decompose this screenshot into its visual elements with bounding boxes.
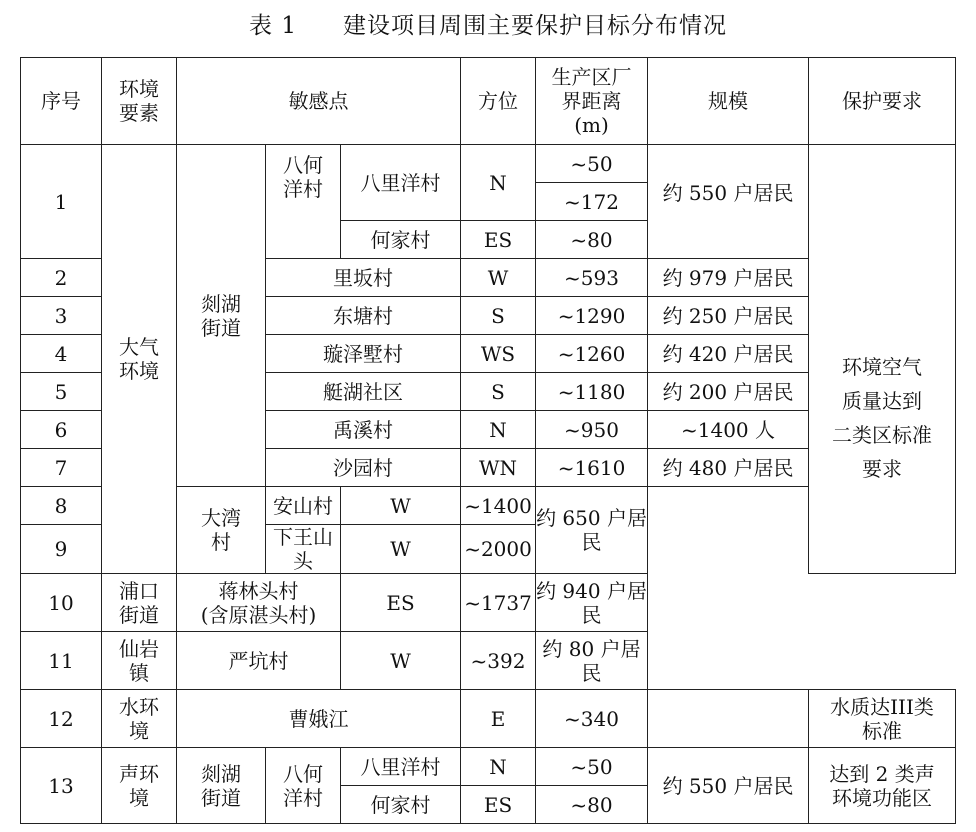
cell-text: 约 200 户居民: [662, 379, 794, 404]
cell-seq: [21, 373, 102, 411]
cell-text: ~1610: [557, 455, 626, 480]
cell-text: 洋村: [283, 785, 323, 810]
cell-text: 境: [129, 785, 149, 810]
cell-distance: [461, 632, 536, 690]
cell-seq: [21, 748, 102, 824]
cell-distance: [536, 690, 648, 748]
cell-text: W: [390, 537, 411, 561]
cell-name: [177, 690, 461, 748]
cell-text: E: [490, 706, 506, 731]
cell-name: [266, 297, 461, 335]
cell-name: [341, 748, 461, 786]
cell-scale: [536, 574, 648, 632]
cell-text: 保护要求: [842, 89, 923, 113]
cell-text: 约 550 户居民: [662, 773, 794, 798]
cell-text: 下王山头: [273, 525, 333, 573]
cell-direction: [461, 297, 536, 335]
cell-text: ~1400: [464, 493, 532, 518]
cell-text: ~50: [570, 754, 613, 779]
cell-text: 序号: [41, 89, 81, 113]
cell-seq: [21, 632, 102, 690]
cell-text: 环境功能区: [832, 785, 933, 810]
cell-text: 7: [54, 455, 68, 480]
cell-distance: [536, 748, 648, 786]
cell-text: 约 940 户居民: [536, 578, 647, 627]
cell-element-noise: [102, 748, 177, 824]
cell-text: 境: [129, 718, 149, 743]
cell-text: 约 80 户居民: [542, 636, 641, 685]
cell-text: 约 979 户居民: [662, 265, 794, 290]
cell-distance: [536, 221, 648, 259]
cell-village-baheyang-2: [266, 748, 341, 824]
cell-text: 剡湖: [201, 761, 241, 786]
cell-scale: [536, 632, 648, 690]
cell-text: 曹娥江: [288, 706, 349, 731]
cell-direction: [461, 373, 536, 411]
cell-text: ~50: [570, 151, 613, 176]
cell-text: 质量达到: [842, 389, 923, 413]
cell-text: 严坑村: [228, 648, 289, 673]
cell-text: 环境空气: [842, 355, 923, 379]
cell-name: [266, 449, 461, 487]
cell-distance: [536, 411, 648, 449]
cell-name: [341, 145, 461, 221]
cell-direction: [461, 335, 536, 373]
cell-text: 13: [48, 773, 74, 798]
cell-seq: [21, 525, 102, 574]
cell-name: [341, 221, 461, 259]
cell-text: 街道: [201, 315, 241, 340]
cell-text: 蒋林头村: [218, 578, 299, 603]
cell-district-xianyan: [102, 632, 177, 690]
cell-name: [266, 525, 341, 574]
cell-distance: [536, 297, 648, 335]
cell-text: N: [489, 170, 507, 195]
cell-text: S: [491, 303, 505, 328]
cell-seq: [21, 574, 102, 632]
table-row: [21, 748, 956, 786]
cell-text: 环境: [119, 359, 159, 383]
cell-text: WS: [480, 341, 516, 366]
cell-text: ES: [483, 227, 513, 252]
cell-text: ~340: [564, 706, 619, 731]
cell-direction: [341, 487, 461, 525]
cell-text: 水质达III类: [830, 694, 934, 719]
cell-text: 10: [48, 590, 74, 615]
cell-text: 八何: [283, 761, 323, 786]
cell-protection-water: [809, 690, 956, 748]
cell-scale: [648, 297, 809, 335]
cell-text: 安山村: [273, 493, 333, 518]
cell-text: 约 650 户居民: [536, 506, 647, 554]
header-distance: [536, 58, 648, 145]
cell-text: W: [390, 648, 411, 673]
cell-text: 6: [54, 417, 68, 442]
cell-text: 八何: [283, 153, 323, 177]
cell-name: [266, 335, 461, 373]
cell-text: 声环: [119, 761, 159, 786]
cell-text: ~1400 人: [681, 417, 776, 442]
cell-text: 璇泽墅村: [323, 341, 403, 366]
cell-seq: [21, 335, 102, 373]
cell-district-shanhu-2: [177, 748, 266, 824]
cell-distance: [461, 487, 536, 525]
cell-scale: [648, 748, 809, 824]
table-number: 表 1: [249, 13, 297, 39]
cell-scale: [536, 487, 648, 574]
cell-name: [266, 259, 461, 297]
table-row: [21, 632, 956, 690]
cell-text: 2: [54, 265, 68, 290]
cell-text: 浦口: [119, 578, 159, 603]
cell-text: 标准: [862, 718, 903, 743]
cell-text: 水环: [119, 694, 159, 719]
cell-direction: [461, 748, 536, 786]
cell-text: ~1180: [557, 379, 626, 404]
cell-name: [177, 632, 341, 690]
cell-text: 方位: [478, 89, 519, 113]
cell-direction: [461, 221, 536, 259]
cell-text: 要素: [119, 101, 159, 125]
table-row: [21, 145, 956, 183]
header-seq: [21, 58, 102, 145]
cell-text: W: [487, 265, 509, 290]
cell-text: ~593: [564, 265, 619, 290]
cell-direction: [461, 145, 536, 221]
cell-distance: [536, 449, 648, 487]
cell-district-pukou: [102, 574, 177, 632]
cell-text: ~80: [570, 792, 613, 817]
cell-protection-air: [809, 145, 956, 574]
cell-text: 里坂村: [333, 265, 393, 290]
cell-text: (m): [574, 113, 609, 137]
cell-text: 9: [54, 537, 68, 561]
cell-text: 沙园村: [333, 455, 393, 480]
cell-scale: [648, 145, 809, 259]
cell-name: [266, 411, 461, 449]
cell-distance: [536, 183, 648, 221]
cell-text: 二类区标准: [832, 423, 933, 447]
cell-text: (含原湛头村): [200, 602, 317, 627]
cell-distance: [461, 574, 536, 632]
cell-distance: [461, 525, 536, 574]
cell-text: 八里洋村: [360, 170, 441, 195]
cell-text: 街道: [201, 785, 241, 810]
cell-text: S: [491, 379, 505, 404]
cell-text: 街道: [119, 602, 159, 627]
cell-direction: [341, 574, 461, 632]
cell-text: N: [489, 754, 507, 779]
cell-name: [266, 373, 461, 411]
cell-text: 镇: [129, 660, 149, 685]
cell-text: 艇湖社区: [323, 379, 403, 404]
cell-text: 要求: [862, 457, 903, 481]
cell-text: ES: [483, 792, 513, 817]
cell-text: 东塘村: [333, 303, 393, 328]
cell-text: 8: [54, 493, 68, 518]
cell-direction: [461, 411, 536, 449]
cell-scale: [648, 449, 809, 487]
cell-direction: [461, 786, 536, 824]
cell-text: 大湾: [201, 506, 241, 530]
table-caption: [0, 6, 976, 46]
cell-text: ES: [386, 590, 415, 615]
cell-text: 12: [48, 706, 74, 731]
cell-text: 4: [54, 341, 68, 366]
cell-seq: [21, 411, 102, 449]
cell-name: [177, 574, 341, 632]
protection-targets-table: [20, 57, 956, 824]
header-row: [21, 58, 956, 145]
cell-text: ~392: [470, 648, 526, 673]
cell-distance: [536, 373, 648, 411]
cell-district-shanhu: [177, 145, 266, 487]
cell-direction: [341, 525, 461, 574]
cell-name: [266, 487, 341, 525]
cell-text: 5: [54, 379, 68, 404]
cell-distance: [536, 259, 648, 297]
cell-text: 大气: [119, 335, 159, 359]
cell-text: W: [390, 493, 411, 518]
cell-scale: [648, 259, 809, 297]
cell-text: 何家村: [370, 792, 431, 817]
cell-scale: [648, 373, 809, 411]
cell-text: ~1737: [464, 590, 532, 615]
cell-text: 约 250 户居民: [662, 303, 794, 328]
header-scale: [648, 58, 809, 145]
header-direction: [461, 58, 536, 145]
cell-scale: [648, 335, 809, 373]
table-title: 建设项目周围主要保护目标分布情况: [342, 13, 727, 39]
cell-seq: [21, 145, 102, 259]
cell-text: 敏感点: [288, 89, 349, 113]
cell-text: 11: [48, 648, 74, 673]
cell-direction: [461, 259, 536, 297]
cell-text: ~950: [564, 417, 619, 442]
cell-element-water: [102, 690, 177, 748]
cell-name: [341, 786, 461, 824]
cell-text: ~1290: [557, 303, 626, 328]
cell-text: 何家村: [370, 227, 431, 252]
cell-text: WN: [478, 455, 518, 480]
cell-text: 仙岩: [119, 636, 159, 661]
cell-direction: [461, 690, 536, 748]
cell-text: 洋村: [283, 177, 323, 201]
cell-text: 村: [211, 530, 231, 554]
cell-text: ~1260: [557, 341, 626, 366]
cell-text: 八里洋村: [360, 754, 441, 779]
cell-text: ~2000: [464, 537, 532, 561]
cell-village-baheyang: [266, 145, 341, 259]
cell-direction: [461, 449, 536, 487]
cell-text: 约 480 户居民: [662, 455, 794, 480]
header-sensitive-point: [177, 58, 461, 145]
table-row: [21, 690, 956, 748]
cell-distance: [536, 786, 648, 824]
cell-text: 界距离: [561, 89, 622, 113]
header-element: [102, 58, 177, 145]
cell-text: ~80: [570, 227, 613, 252]
cell-seq: [21, 297, 102, 335]
cell-seq: [21, 259, 102, 297]
cell-protection-noise: [809, 748, 956, 824]
cell-seq: [21, 449, 102, 487]
cell-text: ~172: [564, 189, 619, 214]
cell-text: 1: [54, 189, 68, 214]
cell-element-air: [102, 145, 177, 574]
table-row: [21, 574, 956, 632]
cell-text: 规模: [708, 89, 749, 113]
cell-text: 环境: [119, 77, 159, 101]
cell-scale: [648, 411, 809, 449]
cell-direction: [341, 632, 461, 690]
cell-text: 达到 2 类声: [829, 761, 935, 786]
cell-text: 3: [54, 303, 68, 328]
cell-village-dawan: [177, 487, 266, 574]
header-protection: [809, 58, 956, 145]
cell-text: 生产区厂: [551, 65, 632, 89]
cell-text: 约 550 户居民: [662, 181, 794, 205]
cell-seq: [21, 690, 102, 748]
cell-text: 禹溪村: [333, 417, 393, 442]
cell-distance: [536, 145, 648, 183]
cell-text: 约 420 户居民: [662, 341, 794, 366]
cell-scale: [648, 690, 809, 748]
cell-text: 剡湖: [201, 291, 241, 316]
cell-distance: [536, 335, 648, 373]
cell-text: N: [489, 417, 507, 442]
cell-seq: [21, 487, 102, 525]
